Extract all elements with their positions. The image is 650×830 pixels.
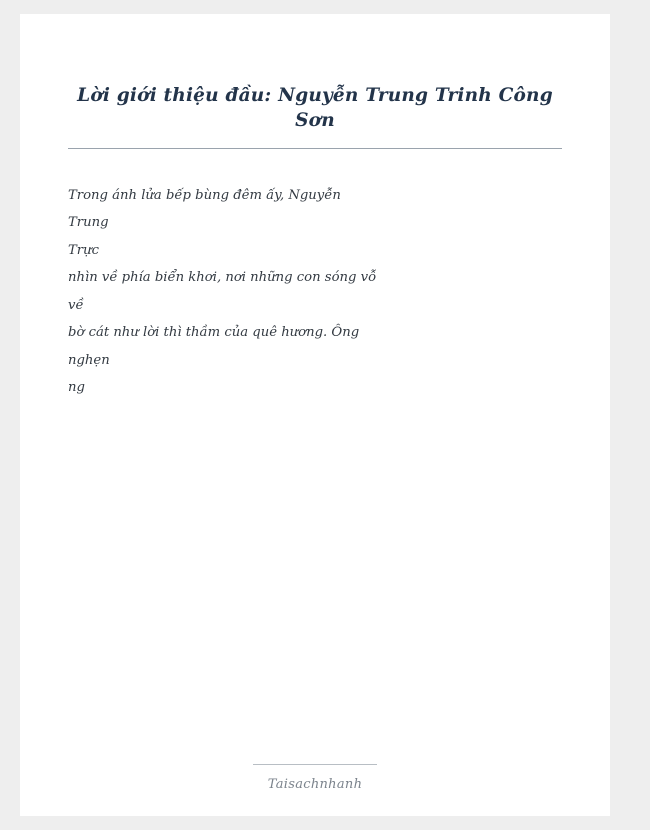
page-title: Lời giới thiệu đầu: Nguyễn Trung Trinh Công Sơn [77,85,553,131]
page-footer [20,764,610,792]
body-line: bờ cát như lời thì thầm của quê hương. Ông [68,325,360,341]
title-divider [68,148,562,149]
body-line: nhìn về phía biển khơi, nơi những con sóng vỗ [68,270,377,286]
document-body [68,182,378,402]
page-content-area [20,14,610,816]
document-page [20,14,610,816]
body-line: nghẹn [68,352,110,368]
body-line: Trực [68,242,99,258]
footer-divider [253,764,377,765]
footer-watermark: Taisachnhanh [267,777,363,792]
body-line: ng [68,380,85,396]
body-line: về [68,297,84,313]
body-line: Trong ánh lửa bếp bùng đêm ấy, Nguyễn Trung [68,187,346,231]
